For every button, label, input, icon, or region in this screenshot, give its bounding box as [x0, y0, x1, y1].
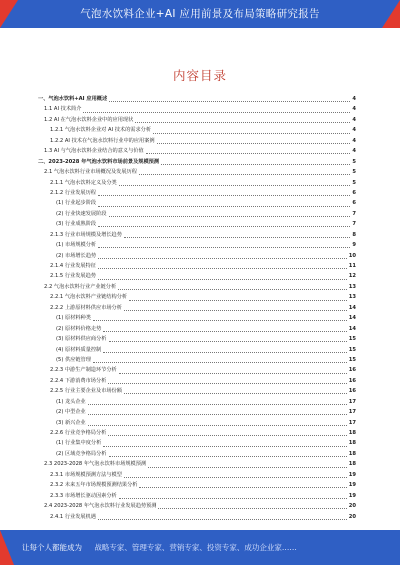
toc-entry[interactable]	[38, 292, 356, 302]
toc-leader-dots	[88, 424, 347, 426]
toc-entry[interactable]	[38, 376, 356, 386]
toc-entry-page: 12	[348, 273, 356, 280]
toc-entry-title: 2.2.6 行业竞争格局分析	[50, 430, 107, 436]
toc-entry-title: (5) 供应链管理	[56, 356, 91, 363]
toc-leader-dots	[148, 466, 347, 468]
toc-entry-title: (2) 区域竞争格局分析	[56, 450, 107, 457]
toc-leader-dots	[124, 309, 347, 311]
toc-entry-title: (1) 原材料种类	[56, 315, 91, 322]
toc-entry-title: 二、2023-2028 年气泡水饮料市场前景及规模预测	[38, 158, 160, 165]
toc-entry-title: (2) 行业快速发展阶段	[56, 210, 107, 217]
toc-leader-dots	[98, 518, 347, 520]
footer-bar	[0, 530, 400, 565]
toc-entry-title: 2.3.3 市场增长驱动因素分析	[50, 492, 117, 499]
toc-entry-page: 6	[352, 189, 356, 196]
toc-entry[interactable]	[38, 501, 356, 511]
toc-entry-title: (3) 新兴企业	[56, 419, 86, 426]
toc-leader-dots	[124, 236, 350, 238]
toc-entry-title: 2.1.4 行业发展特征	[50, 263, 96, 269]
toc-entry-page: 4	[352, 137, 356, 144]
toc-leader-dots	[124, 392, 347, 394]
toc-entry-title: 1.1 AI 技术简介	[44, 106, 82, 113]
toc-entry-page: 17	[348, 409, 356, 416]
toc-leader-dots	[88, 403, 347, 405]
toc-entry-title: 1.2.2 AI 技术在气泡水饮料行业中的应用案例	[50, 137, 155, 144]
toc-entry[interactable]	[38, 397, 356, 407]
toc-entry[interactable]	[38, 303, 356, 313]
toc-leader-dots	[98, 246, 350, 248]
toc-entry-page: 7	[352, 221, 356, 228]
footer-text	[22, 530, 297, 565]
toc-leader-dots	[98, 225, 350, 227]
toc-entry-page: 11	[348, 263, 356, 269]
toc-entry-page: 6	[352, 200, 356, 207]
toc-leader-dots	[108, 382, 346, 384]
toc-entry-page: 20	[348, 503, 356, 510]
toc-leader-dots	[109, 455, 347, 457]
toc-entry-page: 19	[348, 471, 356, 478]
toc-entry-title: 2.3 2023-2028 年气泡水饮料市场规模预测	[44, 461, 147, 468]
toc-entry-page: 19	[348, 492, 356, 499]
toc-entry[interactable]	[38, 386, 356, 396]
toc-entry-page: 17	[348, 419, 356, 426]
toc-leader-dots	[119, 497, 347, 499]
toc-entry-page: 15	[348, 346, 356, 353]
toc-entry-page: 18	[348, 430, 356, 436]
toc-leader-dots	[98, 194, 350, 196]
toc-leader-dots	[109, 340, 347, 342]
toc-leader-dots	[98, 267, 347, 269]
toc-entry[interactable]	[38, 198, 356, 208]
toc-entry[interactable]	[38, 115, 356, 125]
toc-entry[interactable]	[38, 251, 356, 261]
toc-entry-page: 18	[348, 450, 356, 457]
toc-entry-title: (2) 中型企业	[56, 409, 86, 416]
toc-entry[interactable]	[38, 334, 356, 344]
toc-entry-title: 2.2.1 气泡水饮料产业链结构分析	[50, 294, 128, 301]
toc-entry-title: (1) 龙头企业	[56, 398, 86, 405]
toc-entry-page: 17	[348, 398, 356, 405]
toc-entry[interactable]	[38, 104, 356, 114]
toc-entry[interactable]	[38, 438, 356, 448]
toc-entry-page: 14	[348, 315, 356, 322]
toc-entry-title: 2.2.4 下游消费市场分析	[50, 377, 107, 384]
toc-entry[interactable]	[38, 261, 356, 271]
toc-entry-page: 14	[348, 304, 356, 311]
toc-leader-dots	[124, 476, 347, 478]
toc-entry-title: 一、气泡水饮料+AI 应用概述	[38, 96, 108, 102]
toc-entry-title: (1) 市场规模分析	[56, 242, 97, 249]
footer-slogan: 让每个人都能成为	[22, 543, 82, 552]
toc-entry-title: 1.2 AI 在气泡水饮料企业中的应用现状	[44, 116, 134, 123]
toc-leader-dots	[139, 173, 350, 175]
toc-entry-page: 4	[352, 127, 356, 134]
toc-leader-dots	[109, 100, 350, 102]
toc-entry[interactable]	[38, 271, 356, 281]
toc-entry[interactable]	[38, 324, 356, 334]
toc-entry-page: 13	[348, 283, 356, 290]
toc-entry-page: 5	[352, 179, 356, 186]
toc-entry[interactable]	[38, 345, 356, 355]
toc-entry-title: 2.1.3 行业市场规模及增长趋势	[50, 231, 122, 238]
toc-entry-title: 2.4.1 行业发展机遇	[50, 513, 96, 520]
toc-entry-title: 2.1.2 行业发展历程	[50, 189, 96, 196]
footer-services: 战略专家、管理专家、营销专家、投资专家、成功企业家……	[94, 543, 297, 552]
toc-entry-title: (1) 行业起步阶段	[56, 200, 97, 207]
toc-leader-dots	[98, 205, 350, 207]
toc-entry-page: 4	[352, 96, 356, 102]
toc-entry-title: 2.3.2 未来五年市场规模预测结果分析	[50, 482, 138, 489]
toc-entry[interactable]	[38, 491, 356, 501]
toc-leader-dots	[83, 111, 350, 113]
toc-entry-page: 16	[348, 388, 356, 395]
toc-leader-dots	[146, 152, 351, 154]
toc-entry-page: 4	[352, 116, 356, 123]
toc-entry-page: 13	[348, 294, 356, 301]
table-of-contents	[38, 94, 356, 522]
toc-entry-page: 15	[348, 336, 356, 343]
toc-entry[interactable]	[38, 125, 356, 135]
toc-leader-dots	[109, 215, 351, 217]
toc-entry[interactable]	[38, 178, 356, 188]
toc-entry-title: 1.3 AI 与气泡水饮料企业结合的意义与价值	[44, 148, 144, 155]
toc-leader-dots	[157, 142, 351, 144]
toc-entry[interactable]	[38, 313, 356, 323]
toc-entry[interactable]	[38, 480, 356, 490]
toc-leader-dots	[161, 163, 350, 165]
toc-leader-dots	[103, 351, 346, 353]
toc-leader-dots	[98, 278, 347, 280]
toc-entry-title: (1) 行业集中度分析	[56, 440, 102, 447]
toc-entry[interactable]	[38, 136, 356, 146]
toc-entry[interactable]	[38, 512, 356, 522]
toc-entry-title: 1.2.1 气泡水饮料企业对 AI 技术的需求分析	[50, 127, 152, 134]
toc-entry[interactable]	[38, 418, 356, 428]
toc-entry[interactable]	[38, 240, 356, 250]
toc-entry-page: 7	[352, 210, 356, 217]
toc-entry[interactable]	[38, 365, 356, 375]
toc-entry-title: 2.1.1 气泡水饮料定义及分类	[50, 179, 117, 186]
toc-entry-page: 4	[352, 148, 356, 155]
toc-entry-page: 15	[348, 356, 356, 363]
toc-leader-dots	[135, 121, 350, 123]
toc-entry[interactable]	[38, 219, 356, 229]
toc-entry-title: 2.1 气泡水饮料行业市场概况及发展历程	[44, 169, 137, 176]
toc-entry[interactable]	[38, 407, 356, 417]
toc-entry-title: 2.2.3 中游生产制造环节分析	[50, 367, 117, 374]
toc-entry[interactable]	[38, 230, 356, 240]
toc-leader-dots	[108, 434, 346, 436]
toc-leader-dots	[98, 257, 347, 259]
toc-entry-page: 10	[348, 252, 356, 259]
toc-entry[interactable]	[38, 459, 356, 469]
toc-leader-dots	[103, 445, 346, 447]
toc-entry-page: 20	[348, 513, 356, 520]
toc-entry-page: 14	[348, 325, 356, 332]
toc-entry-title: 2.2 气泡水饮料行业产业链分析	[44, 283, 117, 290]
toc-leader-dots	[93, 361, 347, 363]
footer-accent	[0, 530, 14, 565]
toc-entry-page: 9	[352, 242, 356, 249]
toc-entry-page: 8	[352, 231, 356, 238]
toc-entry-title: (3) 行业成熟阶段	[56, 221, 97, 228]
toc-entry-page: 18	[348, 461, 356, 468]
toc-entry-title: (4) 原材料质量控制	[56, 346, 102, 353]
toc-leader-dots	[139, 486, 346, 488]
toc-leader-dots	[118, 288, 347, 290]
toc-entry-title: 2.1.5 行业发展趋势	[50, 273, 96, 280]
toc-entry[interactable]	[38, 188, 356, 198]
toc-entry-page: 16	[348, 367, 356, 374]
toc-entry[interactable]	[38, 94, 356, 104]
toc-entry[interactable]	[38, 146, 356, 156]
toc-leader-dots	[119, 372, 347, 374]
toc-entry-page: 19	[348, 482, 356, 489]
report-title: 气泡水饮料企业+AI 应用前景及布局策略研究报告	[80, 8, 320, 20]
toc-leader-dots	[88, 413, 347, 415]
toc-leader-dots	[153, 132, 350, 134]
toc-entry-title: (2) 市场增长趋势	[56, 252, 97, 259]
toc-entry[interactable]	[38, 355, 356, 365]
toc-entry-title: 2.2.2 上游原材料供应市场分析	[50, 304, 122, 311]
toc-entry-title: 2.4 2023-2028 年气泡水饮料行业发展趋势预测	[44, 503, 157, 510]
toc-entry-page: 18	[348, 440, 356, 447]
toc-entry-page: 4	[352, 106, 356, 113]
toc-entry[interactable]	[38, 167, 356, 177]
toc-entry[interactable]	[38, 282, 356, 292]
toc-leader-dots	[129, 299, 347, 301]
header-bar	[0, 0, 400, 28]
toc-entry-title: (2) 原材料价格走势	[56, 325, 102, 332]
toc-leader-dots	[158, 507, 346, 509]
toc-heading: 内容目录	[172, 68, 227, 83]
toc-entry-title: 2.3.1 市场规模预测方法与模型	[50, 471, 122, 478]
toc-entry[interactable]	[38, 157, 356, 167]
toc-leader-dots	[103, 330, 346, 332]
toc-entry-page: 5	[352, 169, 356, 176]
toc-entry[interactable]	[38, 209, 356, 219]
toc-leader-dots	[119, 184, 351, 186]
toc-entry[interactable]	[38, 449, 356, 459]
toc-entry[interactable]	[38, 470, 356, 480]
toc-entry-page: 16	[348, 377, 356, 384]
toc-entry-page: 5	[352, 158, 356, 165]
toc-entry-title: 2.2.5 行业主要企业及市场份额	[50, 388, 122, 395]
toc-entry-title: (3) 原材料供应商分析	[56, 336, 107, 343]
toc-entry[interactable]	[38, 428, 356, 438]
toc-leader-dots	[93, 319, 347, 321]
